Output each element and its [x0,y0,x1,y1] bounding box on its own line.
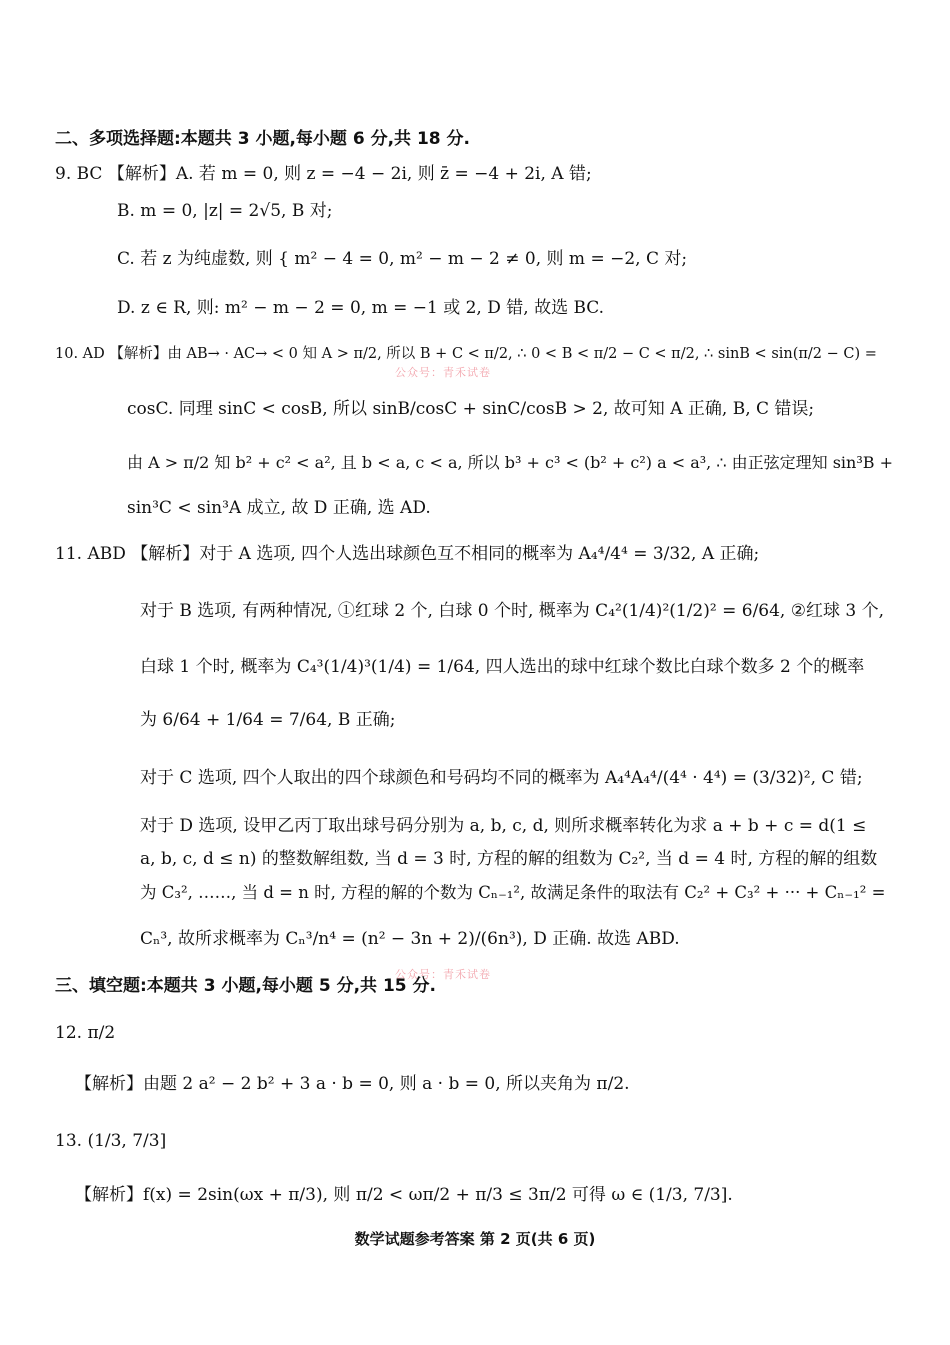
q10-line1: 10. AD 【解析】由 AB→ · AC→ < 0 知 A > π/2, 所以 B + C < π/2, ∴ 0 < B < π/2 − C < π/2, ∴ sinB < sin(π/2 − C) = [55,346,877,362]
q9-line3: C. 若 z 为纯虚数, 则 { m² − 4 = 0, m² − m − 2 ≠ 0, 则 m = −2, C 对; [117,249,688,269]
q11-line1: 11. ABD 【解析】对于 A 选项, 四个人选出球颜色互不相同的概率为 A₄⁴/4⁴ = 3/32, A 正确; [55,544,760,564]
q9-line2: B. m = 0, |z| = 2√5, B 对; [117,201,333,221]
q13-answer: 13. (1/3, 7/3] [55,1131,167,1151]
q10-line4: sin³C < sin³A 成立, 故 D 正确, 选 AD. [127,498,431,518]
q11-line7: a, b, c, d ≤ n) 的整数解组数, 当 d = 3 时, 方程的解的组数为 C₂², 当 d = 4 时, 方程的解的组数 [140,849,878,869]
q10-line3: 由 A > π/2 知 b² + c² < a², 且 b < a, c < a, 所以 b³ + c³ < (b² + c²) a < a³, ∴ 由正弦定理知 sin³B + [127,453,894,472]
q11-line5: 对于 C 选项, 四个人取出的四个球颜色和号码均不同的概率为 A₄⁴A₄⁴/(4⁴ · 4⁴) = (3/32)², C 错; [140,768,863,788]
watermark-1: 公众号：青禾试卷 [395,366,491,379]
q10-line2: cosC. 同理 sinC < cosB, 所以 sinB/cosC + sinC/cosB > 2, 故可知 A 正确, B, C 错误; [127,399,815,419]
watermark-2: 公众号：青禾试卷 [395,968,491,981]
section2-heading: 二、多项选择题:本题共 3 小题,每小题 6 分,共 18 分. [55,129,470,149]
page-footer: 数学试题参考答案 第 2 页(共 6 页) [354,1230,596,1248]
q11-line6: 对于 D 选项, 设甲乙丙丁取出球号码分别为 a, b, c, d, 则所求概率转化为求 a + b + c = d(1 ≤ [140,816,867,836]
q13-line1: 【解析】f(x) = 2sin(ωx + π/3), 则 π/2 < ωπ/2 + π/3 ≤ 3π/2 可得 ω ∈ (1/3, 7/3]. [75,1185,733,1205]
section3-heading: 三、填空题:本题共 3 小题,每小题 5 分,共 15 分. [55,976,436,996]
q11-line4: 为 6/64 + 1/64 = 7/64, B 正确; [140,710,396,730]
q11-line8: 为 C₃², ……, 当 d = n 时, 方程的解的个数为 Cₙ₋₁², 故满足条件的取法有 C₂² + C₃² + ··· + Cₙ₋₁² = [140,883,886,902]
q12-answer: 12. π/2 [55,1023,116,1043]
q9-line4: D. z ∈ R, 则: m² − m − 2 = 0, m = −1 或 2, D 错, 故选 BC. [117,298,605,318]
q11-line3: 白球 1 个时, 概率为 C₄³(1/4)³(1/4) = 1/64, 四人选出的球中红球个数比白球个数多 2 个的概率 [140,657,865,677]
q11-line9: Cₙ³, 故所求概率为 Cₙ³/n⁴ = (n² − 3n + 2)/(6n³), D 正确. 故选 ABD. [140,929,680,949]
q12-line1: 【解析】由题 2 a² − 2 b² + 3 a · b = 0, 则 a · b = 0, 所以夹角为 π/2. [75,1074,630,1094]
q9-line1: 9. BC 【解析】A. 若 m = 0, 则 z = −4 − 2i, 则 z̄ = −4 + 2i, A 错; [55,164,592,184]
q11-line2: 对于 B 选项, 有两种情况, ①红球 2 个, 白球 0 个时, 概率为 C₄²(1/4)²(1/2)² = 6/64, ②红球 3 个, [140,601,884,621]
